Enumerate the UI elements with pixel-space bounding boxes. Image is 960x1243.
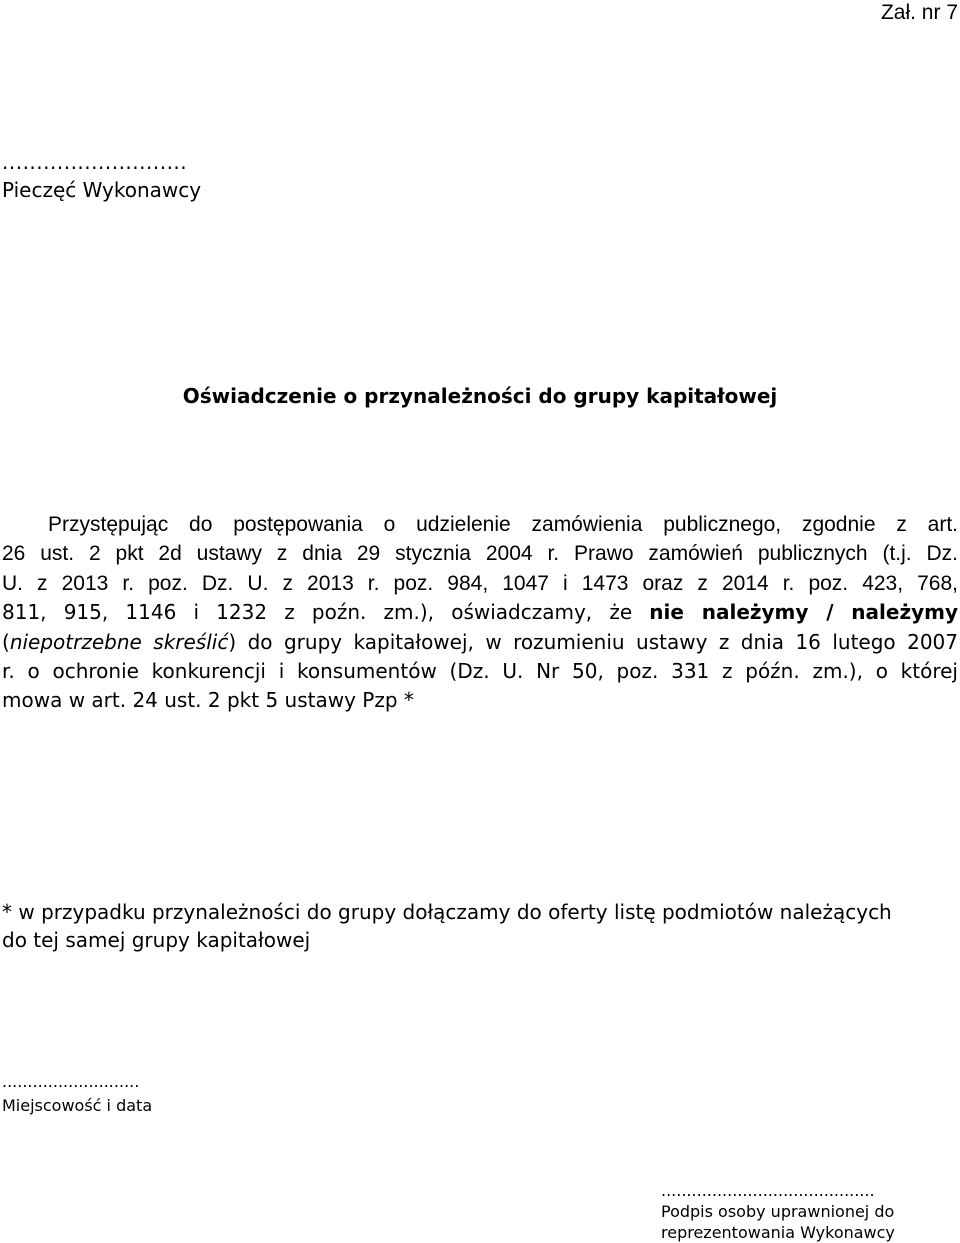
declaration-line-1: Przystępując do postępowania o udzielenie zamówienia publicznego, zgodnie z art. (48, 513, 958, 536)
declaration-line-2: 26 ust. 2 pkt 2d ustawy z dnia 29 stycznia 2004 r. Prawo zamówień publicznych (t.j. Dz. (2, 542, 958, 566)
declaration-paragraph (2, 510, 958, 716)
declaration-line-6: r. o ochronie konkurencji i konsumentów (Dz. U. Nr 50, poz. 331 z późn. zm.), o której (2, 659, 958, 684)
membership-choice: nie należymy / należymy (649, 600, 958, 625)
footnote-line-2: do tej samej grupy kapitałowej (2, 928, 311, 952)
place-date-dots: ........................... (2, 1072, 140, 1091)
place-date-label: Miejscowość i data (2, 1096, 153, 1115)
strike-out-note: niepotrzebne skreślić (9, 629, 229, 654)
declaration-line-4-text: 811, 915, 1146 i 1232 z poźn. zm.), oświadczamy, że (2, 600, 650, 625)
footnote (2, 898, 958, 954)
paren-open: ( (2, 629, 10, 654)
declaration-line-4 (2, 598, 958, 627)
document-title: Oświadczenie o przynależności do grupy kapitałowej (182, 384, 778, 408)
stamp-label: Pieczęć Wykonawcy (2, 178, 202, 202)
signature-dots: .......................................... (661, 1181, 875, 1200)
footnote-line-1: * w przypadku przynależności do grupy dołączamy do oferty listę podmiotów należących (2, 900, 892, 924)
declaration-line-7: mowa w art. 24 ust. 2 pkt 5 ustawy Pzp * (2, 688, 414, 713)
stamp-placeholder-dots: ........................... (2, 150, 188, 174)
declaration-line-5 (2, 628, 958, 657)
signature-label-line-2: reprezentowania Wykonawcy (661, 1223, 895, 1242)
signature-block (661, 1180, 895, 1243)
annex-number: Zał. nr 7 (880, 1, 958, 24)
declaration-line-3: U. z 2013 r. poz. Dz. U. z 2013 r. poz. 984, 1047 i 1473 oraz z 2014 r. poz. 423, 768, (2, 571, 958, 595)
signature-label-line-1: Podpis osoby uprawnionej do (661, 1202, 895, 1221)
declaration-line-5-text: ) do grupy kapitałowej, w rozumieniu ustawy z dnia 16 lutego 2007 (228, 629, 958, 654)
